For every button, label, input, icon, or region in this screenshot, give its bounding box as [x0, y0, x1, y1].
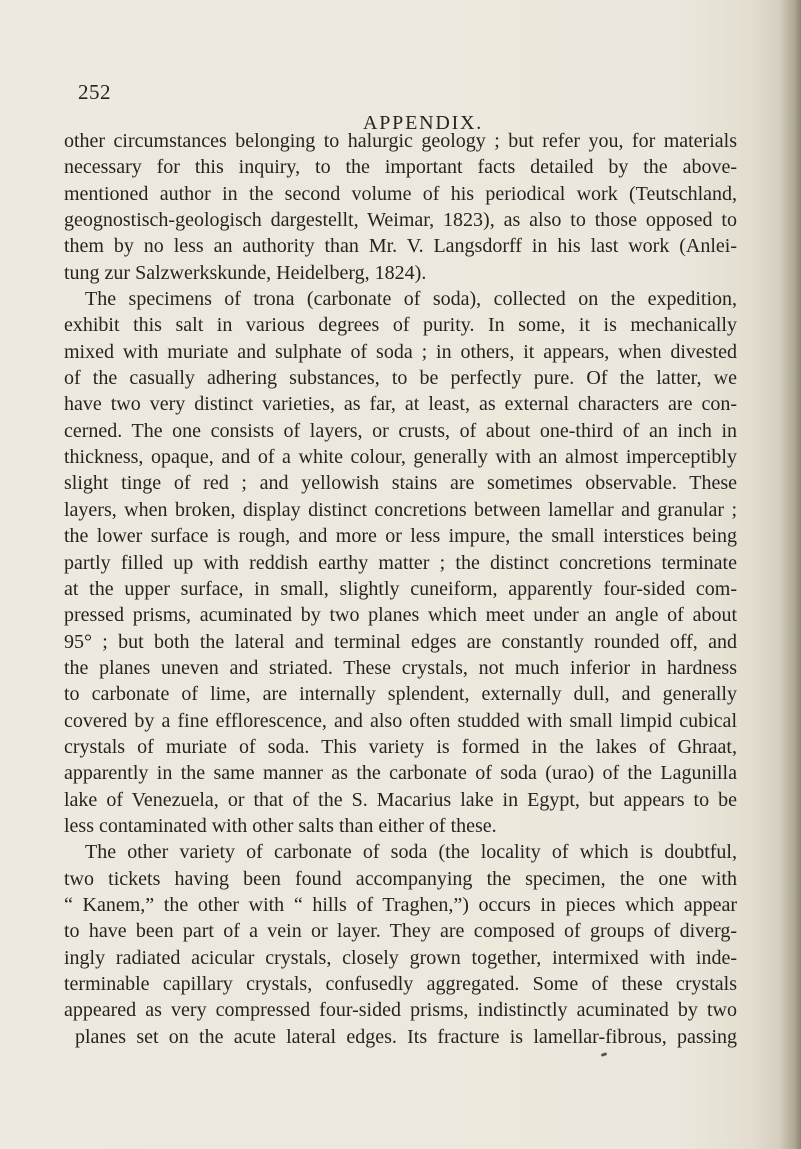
text-line: thickness, opaque, and of a white colour, generally with an almost imperceptibly	[64, 446, 737, 469]
text-line: to have been part of a vein or layer. They are composed of groups of diverg-	[64, 920, 737, 943]
text-line: tung zur Salzwerkskunde, Heidelberg, 1824).	[64, 261, 427, 284]
text-line: of the casually adhering substances, to be perfectly pure. Of the latter, we	[64, 367, 737, 390]
page-edge-shadow	[779, 0, 801, 1149]
page-number: 252	[78, 80, 111, 104]
text-line: planes set on the acute lateral edges. Its fracture is lamellar-fibrous, passing	[75, 1025, 737, 1048]
text-line: necessary for this inquiry, to the important facts detailed by the above-	[64, 156, 737, 179]
text-line: the lower surface is rough, and more or less impure, the small interstices being	[64, 525, 737, 548]
text-line: pressed prisms, acuminated by two planes which meet under an angle of about	[64, 604, 737, 627]
text-line: covered by a fine efflorescence, and also often studded with small limpid cubical	[64, 709, 737, 732]
text-line: geognostisch-geologisch dargestellt, Weimar, 1823), as also to those opposed to	[64, 209, 737, 232]
text-line: lake of Venezuela, or that of the S. Macarius lake in Egypt, but appears to be	[64, 788, 737, 811]
text-line: mentioned author in the second volume of his periodical work (Teutschland,	[64, 182, 737, 205]
text-line: “ Kanem,” the other with “ hills of Traghen,”) occurs in pieces which appear	[64, 893, 737, 916]
text-line: two tickets having been found accompanying the specimen, the one with	[64, 867, 737, 890]
text-line: cerned. The one consists of layers, or crusts, of about one-third of an inch in	[64, 419, 737, 442]
text-line: exhibit this salt in various degrees of purity. In some, it is mechanically	[64, 314, 737, 337]
text-line: ingly radiated acicular crystals, closely grown together, intermixed with inde-	[64, 946, 737, 969]
body-text	[64, 128, 737, 1050]
text-line: The other variety of carbonate of soda (the locality of which is doubtful,	[85, 841, 737, 864]
text-line: mixed with muriate and sulphate of soda ; in others, it appears, when divested	[64, 340, 737, 363]
text-line: have two very distinct varieties, as far, at least, as external characters are con-	[64, 393, 737, 416]
text-line: them by no less an authority than Mr. V. Langsdorff in his last work (Anlei-	[64, 235, 737, 258]
text-line: to carbonate of lime, are internally splendent, externally dull, and generally	[64, 683, 737, 706]
text-line: crystals of muriate of soda. This variety is formed in the lakes of Ghraat,	[64, 735, 737, 758]
text-line: layers, when broken, display distinct concretions between lamellar and granular ;	[64, 498, 737, 521]
text-line: terminable capillary crystals, confusedly aggregated. Some of these crystals	[64, 973, 737, 995]
text-line: apparently in the same manner as the carbonate of soda (urao) of the Lagunilla	[64, 762, 737, 785]
text-line: less contaminated with other salts than either of these.	[64, 814, 497, 837]
text-line: the planes uneven and striated. These crystals, not much inferior in hardness	[64, 656, 737, 679]
text-line: at the upper surface, in small, slightly cuneiform, apparently four-sided com-	[64, 577, 737, 600]
text-line: 95° ; but both the lateral and terminal edges are constantly rounded off, and	[64, 630, 737, 653]
running-head: APPENDIX.	[363, 112, 484, 134]
text-line: partly filled up with reddish earthy matter ; the distinct concretions terminate	[64, 551, 737, 574]
text-line: appeared as very compressed four-sided prisms, indistinctly acuminated by two	[64, 999, 737, 1022]
text-line: slight tinge of red ; and yellowish stains are sometimes observable. These	[64, 472, 737, 495]
text-line: The specimens of trona (carbonate of soda), collected on the expedition,	[85, 288, 737, 311]
page-header	[0, 80, 801, 134]
text-line: other circumstances belonging to halurgic geology ; but refer you, for materials	[64, 130, 737, 152]
